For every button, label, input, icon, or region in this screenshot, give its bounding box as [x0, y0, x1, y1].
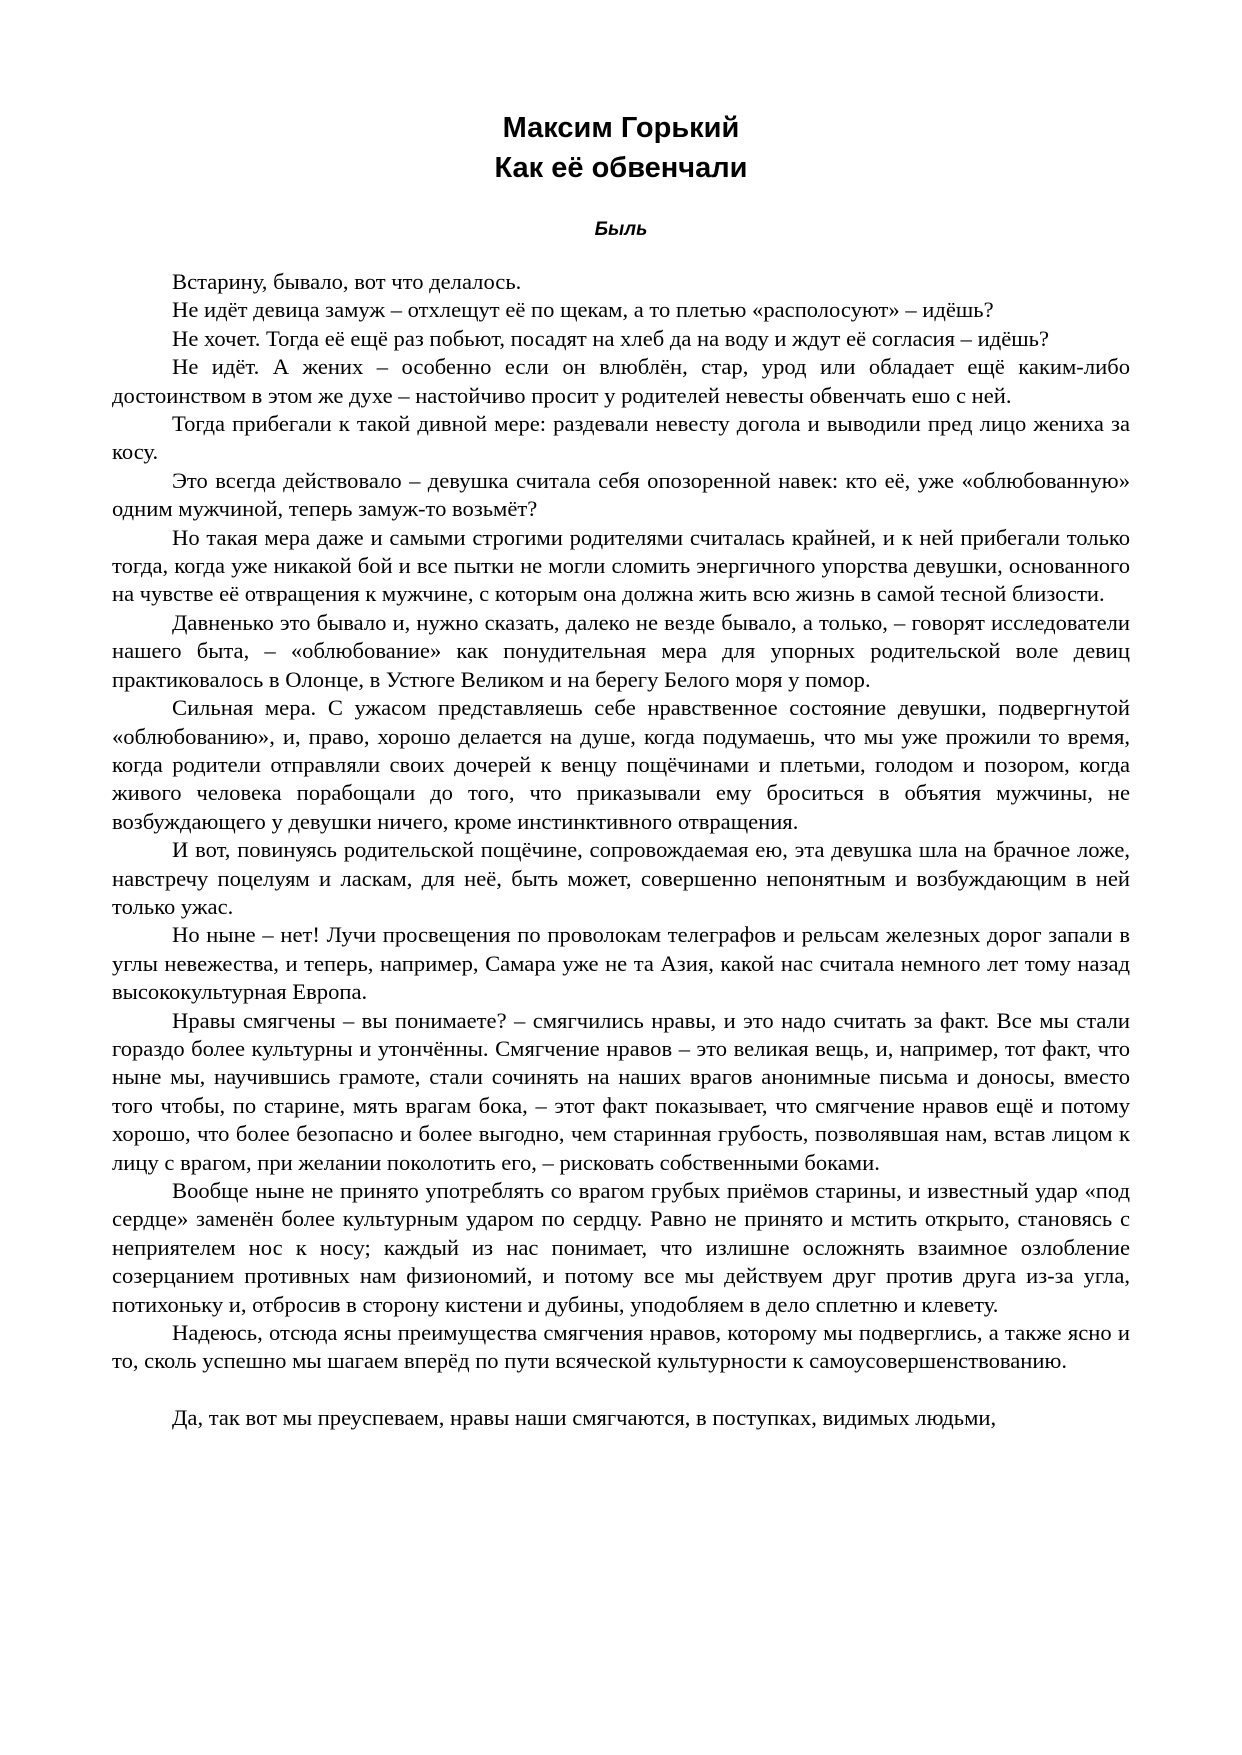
document-page [112, 108, 1130, 1432]
paragraph: Не идёт. А жених – особенно если он влюблён, стар, урод или обладает ещё каким-либо достоинством в этом же духе – настойчиво просит у родителей невесты обвенчать ешо с ней. [112, 354, 1130, 408]
paragraph: Надеюсь, отсюда ясны преимущества смягчения нравов, которому мы подверглись, а также ясно и то, сколь успешно мы шагаем вперёд по пути всяческой культурности к самоусовершенствованию. [112, 1320, 1130, 1374]
paragraph: Но такая мера даже и самыми строгими родителями считалась крайней, и к ней прибегали только тогда, когда уже никакой бой и все пытки не могли сломить энергичного упорства девушки, основанного на чувстве её отвращения к мужчине, с которым она должна жить всю жизнь в самой тесной близости. [112, 524, 1130, 607]
paragraph: Тогда прибегали к такой дивной мере: раздевали невесту догола и выводили пред лицо жениха за косу. [112, 411, 1130, 465]
story-text [112, 268, 1130, 1432]
paragraph: Не хочет. Тогда её ещё раз побьют, посадят на хлеб да на воду и ждут её согласия – идёшь? [172, 325, 1049, 351]
paragraph: Вообще ныне не принято употреблять со врагом грубых приёмов старины, и известный удар «под сердце» заменён более культурным ударом по сердцу. Равно не принято и мстить открыто, становясь с неприятелем нос к носу; каждый из нас понимает, что излишне осложнять взаимное озлобление созерцанием противных нам физиономий, и потому все мы действуем друг против друга из-за угла, потихоньку и, отбросив в сторону кистени и дубины, уподобляем в дело сплетню и клевету. [112, 1178, 1130, 1317]
paragraph: Встарину, бывало, вот что делалось. [172, 269, 522, 294]
paragraph: Нравы смягчены – вы понимаете? – смягчились нравы, и это надо считать за факт. Все мы стали гораздо более культурны и утончённы. Смягчение нравов – это великая вещь, и, например, тот факт, что ныне мы, научившись грамоте, стали сочинять на наших врагов анонимные письма и доносы, вместо того чтобы, по старине, мять врагам бока, – этот факт показывает, что смягчение нравов ещё и потому хорошо, что более безопасно и более выгодно, чем старинная грубость, позволявшая нам, встав лицом к лицу с врагом, при желании поколотить его, – рисковать собственными боками. [112, 1007, 1130, 1175]
paragraph: Это всегда действовало – девушка считала себя опозоренной навек: кто её, уже «облюбованную» одним мужчиной, теперь замуж-то возьмёт? [112, 467, 1130, 522]
paragraph: Да, так вот мы преуспеваем, нравы наши смягчаются, в поступках, видимых людьми, [172, 1404, 997, 1430]
paragraph: И вот, повинуясь родительской пощёчине, сопровождаемая ею, эта девушка шла на брачное ложе, навстречу поцелуям и ласкам, для неё, быть может, совершенно непонятным и возбуждающим в ней только ужас. [112, 837, 1130, 919]
author-heading: Максим Горький [502, 112, 740, 144]
paragraph: Давненько это бывало и, нужно сказать, далеко не везде бывало, а только, – говорят исследователи нашего быта, – «облюбование» как понудительная мера для упорных родительской воле девиц практиковалось в Олонце, в Устюге Великом и на берегу Белого моря у помор. [112, 609, 1130, 692]
story-subtitle: Быль [594, 219, 648, 240]
story-title: Как её обвенчали [494, 152, 748, 184]
paragraph: Не идёт девица замуж – отхлещут её по щекам, а то плетью «располосуют» – идёшь? [172, 297, 994, 323]
paragraph: Сильная мера. С ужасом представляешь себе нравственное состояние девушки, подвергнутой «облюбованию», и, право, хорошо делается на душе, когда подумаешь, что мы уже прожили то время, когда родители отправляли своих дочерей к венцу пощёчинами и плетьми, голодом и позором, когда живого человека порабощали до того, что приказывали ему броситься в объятия мужчины, не возбуждающего у девушки ничего, кроме инстинктивного отвращения. [112, 695, 1130, 834]
paragraph: Но ныне – нет! Лучи просвещения по проволокам телеграфов и рельсам железных дорог запали в углы невежества, и теперь, например, Самара уже не та Азия, какой нас считала немного лет тому назад высококультурная Европа. [112, 922, 1130, 1005]
